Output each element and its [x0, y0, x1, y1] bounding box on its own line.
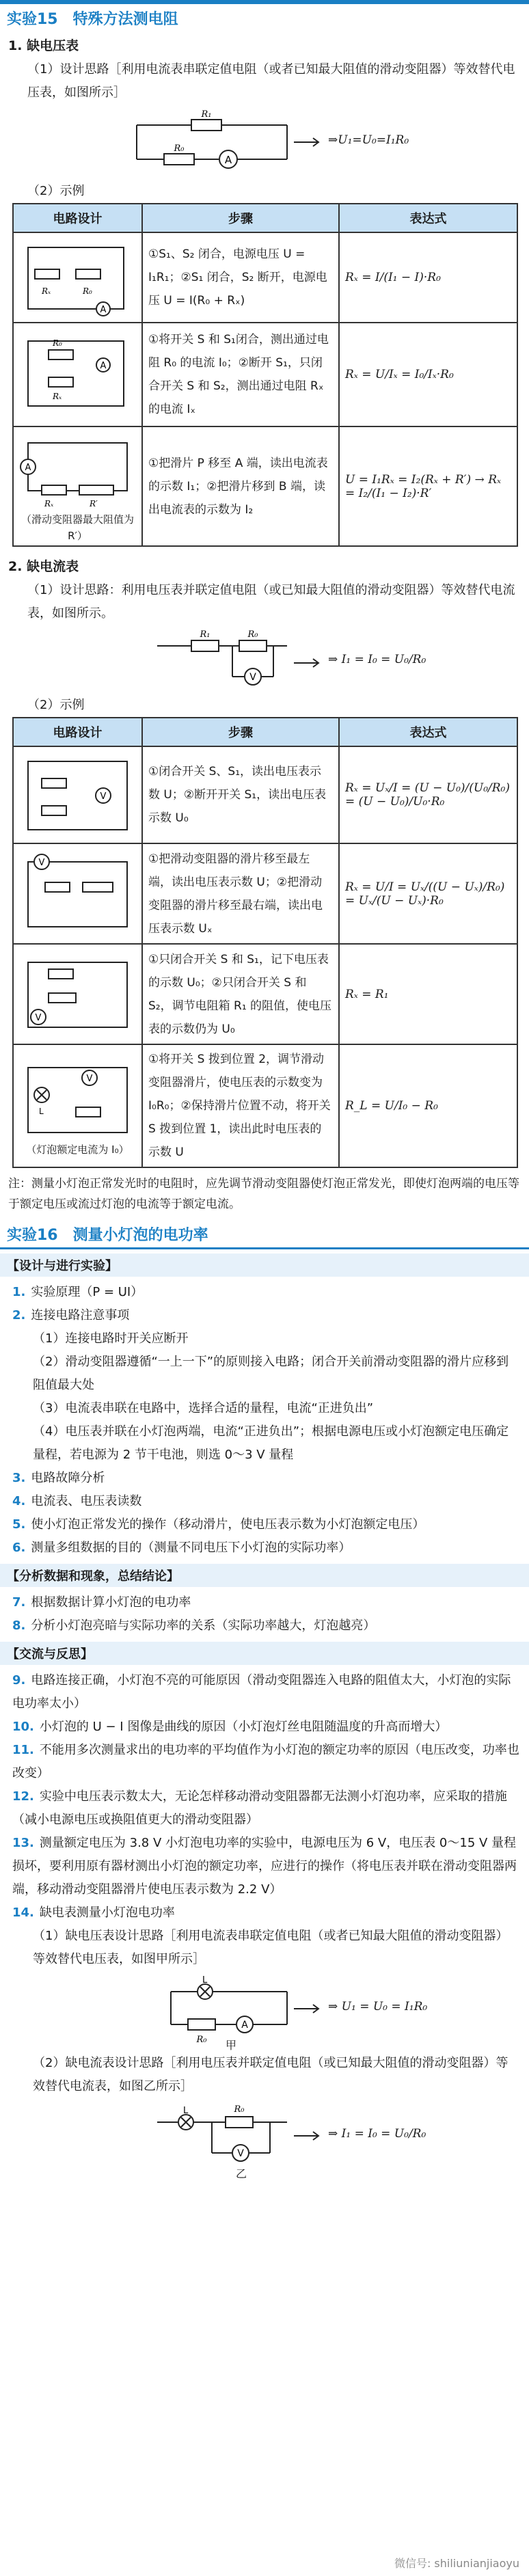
steps-cell: ①把滑动变阻器的滑片移至最左端，读出电压表示数 U；②把滑动变阻器的滑片移至最右端，读出电压表示数 Uₓ: [142, 843, 339, 944]
list-item: 6. 测量多组数据的目的（测量不同电压下小灯泡的实际功率）: [12, 1541, 351, 1555]
table-header-row: [13, 204, 517, 232]
svg-text:A: A: [100, 305, 107, 315]
svg-text:V: V: [249, 672, 256, 683]
table-row: [13, 323, 517, 426]
list-item: 8. 分析小灯泡亮暗与实际功率的关系（实际功率越大，灯泡越亮）: [12, 1618, 376, 1633]
expression-cell: Rₓ = R₁: [339, 944, 517, 1044]
table-missing-voltmeter: [12, 203, 518, 547]
list-item: 4. 电流表、电压表读数: [12, 1494, 142, 1508]
svg-text:R′: R′: [90, 498, 98, 509]
svg-text:Rₓ: Rₓ: [53, 392, 62, 401]
list-item: 3. 电路故障分析: [12, 1471, 105, 1485]
expression-cell: U = I₁Rₓ = I₂(Rₓ + R′) → Rₓ = I₂/(I₁ − I₂)·R′: [339, 426, 517, 546]
table-row: [13, 426, 517, 546]
ammeter-resistor-diagram: [0, 105, 529, 180]
circuit-cell: [13, 746, 142, 843]
list-item: 2. 连接电路注意事项: [12, 1308, 130, 1323]
watermark: 微信号: shiliunianjiaoyu: [394, 2557, 519, 2570]
svg-text:V: V: [86, 1074, 93, 1084]
exp15-label: 实验15: [7, 10, 58, 28]
table-row: [13, 944, 517, 1044]
formula-i1: ⇒ I₁ = I₀ = U₀/R₀: [328, 653, 426, 666]
svg-text:L: L: [183, 2106, 189, 2116]
expression-cell: Rₓ = U/Iₓ = I₀/Iₓ·R₀: [339, 323, 517, 426]
voltmeter-resistor-diagram: [0, 625, 529, 694]
diagram-jia: [0, 1971, 529, 2052]
svg-text:A: A: [241, 2020, 248, 2031]
band-design: 【设计与进行实验】: [0, 1253, 529, 1277]
steps-cell: ①只闭合开关 S 和 S₁，记下电压表的示数 U₀；②只闭合开关 S 和 S₂，调节电阻箱 R₁ 的阻值，使电压表的示数仍为 U₀: [142, 944, 339, 1044]
svg-text:Rₓ: Rₓ: [44, 498, 54, 509]
ammeter-icon: A: [224, 154, 232, 166]
band-reflection: 【交流与反思】: [0, 1642, 529, 1665]
svg-text:V: V: [38, 858, 45, 868]
svg-text:V: V: [237, 2148, 244, 2159]
expression-cell: Rₓ = U/I = Uₓ/((U − Uₓ)/R₀) = Uₓ/(U − Uₓ)·R₀: [339, 843, 517, 944]
svg-text:R₁: R₁: [200, 629, 211, 640]
list-item: 7. 根据数据计算小灯泡的电功率: [12, 1595, 191, 1610]
list-item: 1. 实验原理（P = UI）: [12, 1285, 144, 1299]
circuit-caption: （滑动变阻器最大阻值为 R′）: [21, 513, 134, 542]
svg-text:R₀: R₀: [196, 2035, 207, 2045]
svg-text:L: L: [202, 1975, 208, 1985]
sub-item: （4）电压表并联在小灯泡两端，电流“正进负出”；根据电源电压或小灯泡额定电压确定量程，若电源为 2 节干电池，则选 0～3 V 量程: [33, 1424, 509, 1462]
exp15-note: 注：测量小灯泡正常发光时的电阻时，应先调节滑动变阻器使灯泡正常发光，即使灯泡两端的电压等于额定电压或流过灯泡的电流等于额定电流。: [8, 1177, 519, 1211]
circuit-caption: （灯泡额定电流为 I₀）: [26, 1143, 129, 1156]
th-expression: 表达式: [339, 718, 517, 746]
diagram-yi: [0, 2098, 529, 2179]
svg-text:A: A: [100, 361, 107, 371]
svg-text:R₀: R₀: [53, 338, 62, 348]
svg-text:Rₓ: Rₓ: [42, 286, 51, 296]
sub-item: （1）缺电压表设计思路［利用电流表串联定值电阻（或者已知最大阻值的滑动变阻器）等效替代电压表，如图甲所示］: [33, 1929, 508, 1966]
section-number: 2.: [8, 559, 23, 574]
steps-cell: ①将开关 S 拨到位置 2，调节滑动变阻器滑片，使电压表的示数变为 I₀R₀；②保持滑片位置不动，将开关 S 拨到位置 1，读出此时电压表的示数 U: [142, 1044, 339, 1167]
circuit-cell: [13, 323, 142, 426]
sub-item: （2）缺电流表设计思路［利用电压表并联定值电阻（或已知最大阻值的滑动变阻器）等效替代电流表，如图乙所示］: [33, 2056, 508, 2093]
exp15-p2: （2）示例: [27, 184, 85, 198]
formula-u1: ⇒U₁=U₀=I₁R₀: [328, 133, 409, 147]
table-row: [13, 232, 517, 323]
caption-jia: 甲: [226, 2039, 237, 2052]
circuit-cell: [13, 426, 142, 546]
exp15-p3: （1）设计思路：利用电压表并联定值电阻（或已知最大阻值的滑动变阻器）等效替代电流表，如图所示。: [27, 583, 515, 621]
th-expression: 表达式: [339, 204, 517, 232]
expression-cell: Rₓ = Uₓ/I = (U − U₀)/(U₀/R₀) = (U − U₀)/U₀·R₀: [339, 746, 517, 843]
svg-text:A: A: [25, 462, 31, 473]
steps-cell: ①将开关 S 和 S₁闭合，测出通过电阻 R₀ 的电流 I₀；②断开 S₁，只闭合开关 S 和 S₂，测出通过电阻 Rₓ 的电流 Iₓ: [142, 323, 339, 426]
caption-yi: 乙: [236, 2167, 247, 2180]
circuit-cell: [13, 1044, 142, 1167]
exp15-p1: （1）设计思路［利用电流表串联定值电阻（或者已知最大阻值的滑动变阻器）等效替代电压表，如图所示］: [27, 62, 515, 100]
exp16-label: 实验16: [7, 1226, 58, 1244]
exp16-title: 测量小灯泡的电功率: [72, 1226, 208, 1244]
list-item: 13. 测量额定电压为 3.8 V 小灯泡电功率的实验中，电源电压为 6 V，电压表 0～15 V 量程损坏，要利用原有器材测出小灯泡的额定功率，应进行的操作（将电压表并联在滑动变阻器两端，移动滑动变阻器滑片使电压表示数为 2.2 V）: [12, 1836, 517, 1897]
formula-yi: ⇒ I₁ = I₀ = U₀/R₀: [328, 2127, 426, 2141]
list-item: 12. 实验中电压表示数太大，无论怎样移动滑动变阻器都无法测小灯泡功率，应采取的措施（减小电源电压或换阻值更大的滑动变阻器）: [12, 1789, 507, 1827]
circuit-diagram: [0, 105, 529, 180]
th-circuit: 电路设计: [13, 204, 142, 232]
table-row: [13, 746, 517, 843]
svg-text:R₀: R₀: [234, 2104, 245, 2115]
svg-text:R₁: R₁: [201, 109, 212, 120]
expression-cell: R_L = U/I₀ − R₀: [339, 1044, 517, 1167]
sub-item: （1）连接电路时开关应断开: [33, 1331, 189, 1346]
svg-text:R₀: R₀: [174, 144, 185, 154]
circuit-cell: [13, 843, 142, 944]
band-analysis: 【分析数据和现象，总结结论】: [0, 1564, 529, 1587]
circuit-cell: [13, 232, 142, 323]
exp15-section1: [0, 36, 529, 54]
svg-text:R₀: R₀: [247, 629, 258, 640]
table-row: [13, 843, 517, 944]
svg-text:R₀: R₀: [83, 286, 92, 296]
table-header-row: [13, 718, 517, 746]
table-missing-ammeter: [12, 717, 518, 1168]
list-item: 9. 电路连接正确，小灯泡不亮的可能原因（滑动变阻器连入电路的阻值太大，小灯泡的实际电功率太小）: [12, 1673, 511, 1711]
section-number: 1.: [8, 38, 23, 53]
table-row: [13, 1044, 517, 1167]
svg-text:L: L: [39, 1107, 44, 1116]
section-title: 缺电流表: [27, 559, 79, 574]
sub-item: （3）电流表串联在电路中，选择合适的量程，电流“正进负出”: [33, 1401, 374, 1415]
section-title: 缺电压表: [27, 38, 79, 53]
svg-text:V: V: [100, 791, 107, 802]
steps-cell: ①把滑片 P 移至 A 端，读出电流表的示数 I₁；②把滑片移到 B 端，读出电流表的示数为 I₂: [142, 426, 339, 546]
list-item: 14. 缺电表测量小灯泡电功率: [12, 1906, 175, 1920]
steps-cell: ①闭合开关 S、S₁，读出电压表示数 U；②断开开关 S₁，读出电压表示数 U₀: [142, 746, 339, 843]
steps-cell: ①S₁、S₂ 闭合，电源电压 U = I₁R₁；②S₁ 闭合，S₂ 断开，电源电压 U = I(R₀ + Rₓ): [142, 232, 339, 323]
th-steps: 步骤: [142, 204, 339, 232]
sub-item: （2）滑动变阻器遵循“一上一下”的原则接入电路；闭合开关前滑动变阻器的滑片应移到阻值最大处: [33, 1355, 509, 1392]
exp15-p4: （2）示例: [27, 698, 85, 712]
exp16-heading: [0, 1220, 529, 1249]
exp15-heading: [0, 4, 529, 31]
list-item: 10. 小灯泡的 U − I 图像是曲线的原因（小灯泡灯丝电阻随温度的升高而增大）: [12, 1720, 448, 1734]
list-item: 5. 使小灯泡正常发光的操作（移动滑片，使电压表示数为小灯泡额定电压）: [12, 1517, 425, 1532]
svg-text:V: V: [35, 1013, 42, 1023]
list-item: 11. 不能用多次测量求出的电功率的平均值作为小灯泡的额定功率的原因（电压改变，功率也改变）: [12, 1743, 519, 1780]
formula-jia: ⇒ U₁ = U₀ = I₁R₀: [328, 2000, 428, 2014]
expression-cell: Rₓ = I/(I₁ − I)·R₀: [339, 232, 517, 323]
exp15-title: 特殊方法测电阻: [72, 10, 178, 28]
th-circuit: 电路设计: [13, 718, 142, 746]
th-steps: 步骤: [142, 718, 339, 746]
circuit-cell: [13, 944, 142, 1044]
exp15-section2: [0, 556, 529, 575]
